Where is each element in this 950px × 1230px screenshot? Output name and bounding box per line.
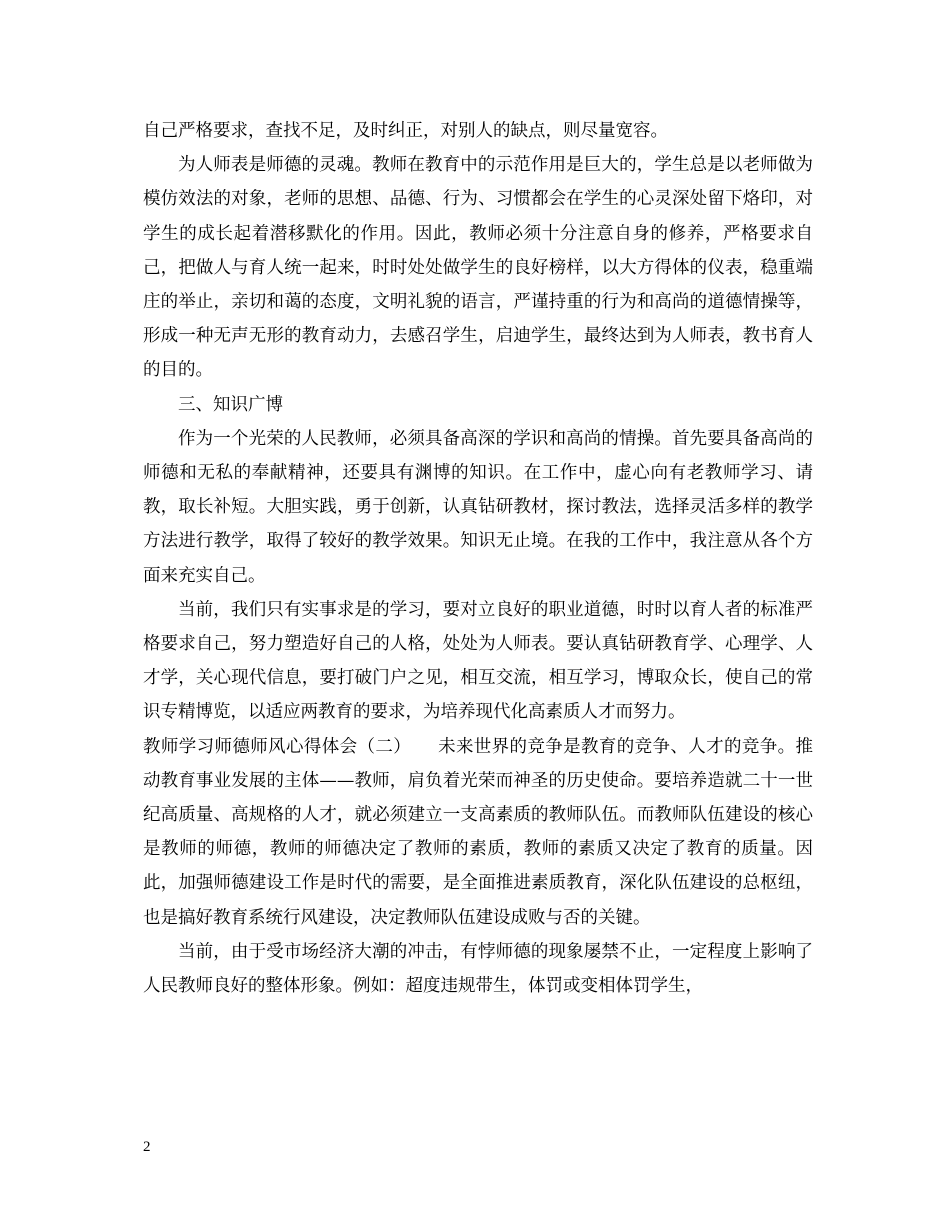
paragraph: 为人师表是师德的灵魂。教师在教育中的示范作用是巨大的，学生总是以老师做为模仿效法的对象，老师的思想、品德、行为、习惯都会在学生的心灵深处留下烙印，对学生的成长起着潜移默化的作用。因此，教师必须十分注意自身的修养，严格要求自己，把做人与育人统一起来，时时处处做学生的良好榜样，以大方得体的仪表，稳重端庄的举止，亲切和蔼的态度，文明礼貌的语言，严谨持重的行为和高尚的道德情操等，形成一种无声无形的教育动力，去感召学生，启迪学生，最终达到为人师表，教书育人的目的。 [143,155,813,381]
section-heading: 三、知识广博 [178,394,283,415]
paragraph: 作为一个光荣的人民教师，必须具备高深的学识和高尚的情操。首先要具备高尚的师德和无私的奉献精神，还要具有渊博的知识。在工作中，虚心向有老教师学习、请教，取长补短。大胆实践，勇于创新，认真钻研教材，探讨教法，选择灵活多样的教学方法进行教学，取得了较好的教学效果。知识无止境。在我的工作中，我注意从各个方面来充实自己。 [143,428,813,586]
paragraph: 当前，我们只有实事求是的学习，要对立良好的职业道德，时时以育人者的标准严格要求自己，努力塑造好自己的人格，处处为人师表。要认真钻研教育学、心理学、人才学，关心现代信息，要打破门户之见，相互交流，相互学习，博取众长，使自己的常识专精博览，以适应两教育的要求，为培养现代化高素质人才而努力。 [143,599,813,723]
paragraph: 自己严格要求，查找不足，及时纠正，对别人的缺点，则尽量宽容。 [143,121,668,141]
page-number: 2 [143,1139,151,1155]
body-text [143,114,813,1003]
paragraph: 教师学习师德师风心得体会（二） 未来世界的竞争是教育的竞争、人才的竞争。推动教育事业发展的主体——教师，肩负着光荣而神圣的历史使命。要培养造就二十一世纪高质量、高规格的人才，就必须建立一支高素质的教师队伍。而教师队伍建设的核心是教师的师德，教师的师德决定了教师的素质，教师的素质又决定了教育的质量。因此，加强师德建设工作是时代的需要，是全面推进素质教育，深化队伍建设的总枢纽，也是搞好教育系统行风建设，决定教师队伍建设成败与否的关键。 [143,736,813,928]
paragraph: 当前，由于受市场经济大潮的冲击，有悖师德的现象屡禁不止，一定程度上影响了人民教师良好的整体形象。例如：超度违规带生，体罚或变相体罚学生， [143,941,813,997]
